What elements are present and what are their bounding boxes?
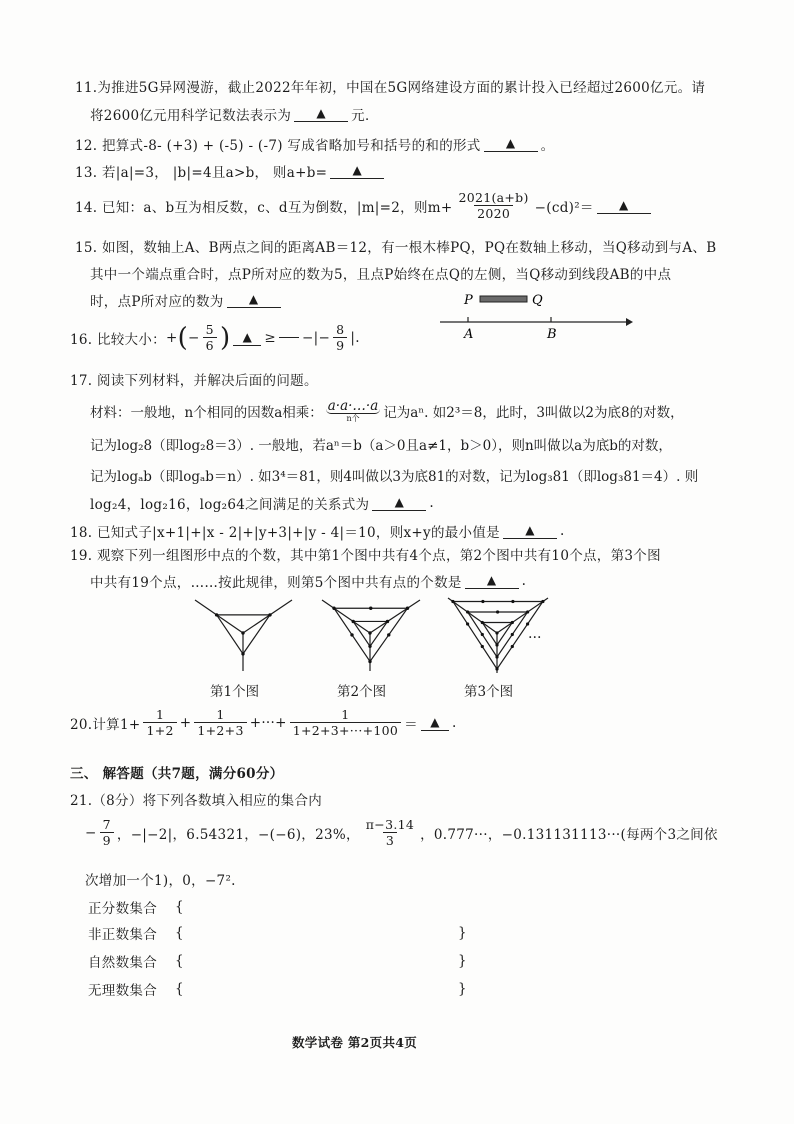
q15-line3 (90, 290, 284, 310)
answer-blank: ▲ (233, 330, 261, 346)
set-label: 正分数集合 (88, 901, 157, 917)
q14-after: −(cd)²＝ (534, 199, 594, 216)
figure-point (241, 631, 244, 634)
answer-blank: ▲ (465, 573, 519, 589)
q17-end: . (429, 495, 434, 511)
set-label: 无理数集合 (88, 983, 157, 999)
figure-point (368, 645, 371, 648)
q18-end: . (559, 523, 565, 539)
point-a-label: A (464, 327, 474, 342)
q20-text: 20.计算1+ (70, 716, 141, 733)
figure-point (481, 621, 484, 624)
q15-line1 (75, 236, 716, 256)
q14-fraction (455, 190, 531, 221)
q19-line1 (70, 544, 661, 564)
q20-end: . (451, 714, 457, 731)
stick-pq (480, 296, 527, 302)
section-3-title: 三、 解答题（共7题，满分60分） (70, 766, 284, 782)
q19-text-2: 中共有19个点，……按此规律，则第5个图中共有点的个数是 (90, 575, 462, 591)
figure-point (406, 607, 409, 610)
fraction-numerator: 1 (155, 707, 165, 722)
set-row-non-positive (88, 923, 467, 943)
q16-right-open: −|− (302, 329, 331, 346)
set-brace-open: { (175, 899, 184, 915)
set-brace-close: } (458, 953, 467, 969)
figure-1-caption: 第1个图 (210, 684, 260, 700)
q15-text-2: 其中一个端点重合时，点P所对应的数为5，且点P始终在点Q的左侧，当Q移动到线段AB的中点 (90, 267, 672, 283)
fraction-denominator: 9 (333, 337, 347, 353)
q16-minus: − (188, 329, 200, 346)
q20-term-3 (290, 707, 401, 738)
q12-text: 12. 把算式-8- (+3) + (-5) - (-7) 写成省略加号和括号的和的形式 (75, 138, 481, 154)
fraction-denominator: 2020 (474, 205, 513, 221)
q12-line (75, 134, 554, 154)
product-expression: a·a·…·a (327, 398, 379, 414)
figure-point (368, 631, 371, 634)
product-count: n个 (346, 414, 360, 423)
q11-text-2: 将2600亿元用科学记数法表示为 (90, 108, 292, 124)
q21-fraction-2 (363, 817, 417, 848)
fraction-denominator: 1+2 (143, 722, 176, 738)
fraction-denominator: 3 (383, 832, 397, 848)
number-line-figure (440, 288, 634, 344)
answer-blank: ▲ (421, 715, 449, 731)
figure-point (451, 600, 454, 603)
answer-blank: ▲ (227, 292, 281, 308)
figure-point (495, 631, 498, 634)
figure-2-spoke (322, 600, 370, 633)
figure-point (511, 633, 514, 636)
point-q-label: Q (532, 293, 543, 308)
figure-1-spoke (243, 600, 292, 633)
figure-3-caption: 第3个图 (464, 684, 514, 700)
set-brace-open: { (175, 925, 184, 941)
figure-point (511, 600, 514, 603)
q20-plus: + (179, 714, 192, 731)
point-b-label: B (547, 327, 557, 342)
point-p-label: P (464, 293, 473, 308)
q17-material-line1 (90, 399, 684, 423)
q11-text: 11.为推进5G异网漫游，截止2022年年初，中国在5G网络建设方面的累计投入已经超过2600亿元。请 (75, 80, 706, 96)
q14-text: 14. 已知：a、b互为相反数，c、d互为倒数，|m|=2，则m+ (75, 199, 453, 216)
q20-ellipsis-plus: +···+ (249, 714, 287, 731)
q11-line2 (90, 104, 379, 124)
q17-title (70, 369, 318, 389)
q20-term-2 (194, 707, 246, 738)
q20-term-1 (143, 707, 176, 738)
q16-paren-close: ) (219, 322, 231, 353)
figure-point (481, 633, 484, 636)
q19-end: . (521, 573, 527, 589)
set-brace-close: } (458, 925, 467, 941)
figure-point (496, 610, 499, 613)
page-footer (292, 1033, 417, 1051)
q15-text-3: 时，点P所对应的数为 (90, 294, 224, 310)
set-label: 非正数集合 (88, 927, 157, 943)
q16-right-fraction (333, 322, 347, 353)
answer-blank: ▲ (484, 136, 538, 152)
set-row-positive-fractions (88, 897, 184, 917)
set-brace-close: } (458, 981, 467, 997)
figure-point (511, 645, 514, 648)
figure-point (511, 621, 514, 624)
fraction-denominator: 1+2+3+···+100 (290, 722, 401, 738)
set-label: 自然数集合 (88, 955, 157, 971)
figure-point (495, 643, 498, 646)
q17-material-post: 记为aⁿ. 如2³＝8，此时，3叫做以2为底8的对数， (383, 405, 684, 421)
fraction-numerator: 8 (336, 322, 345, 337)
figure-point (526, 610, 529, 613)
q20-equals: ＝ (404, 716, 418, 733)
figure-1-spoke (195, 600, 243, 633)
q15-text-1: 15. 如图，数轴上A、B两点之间的距离AB＝12，有一根木棒PQ，PQ在数轴上移动，当Q移动到与A、B (75, 240, 717, 256)
fraction-denominator: 9 (100, 832, 114, 848)
figure-point (386, 620, 389, 623)
figure-1 (195, 600, 292, 671)
figure-continuation: … (528, 626, 542, 642)
q17-material-3: 记为logₐb（即logₐb＝n）. 如3⁴＝81，则4叫做以3为底81的对数，记为log₃81（即log₃81＝4）. 则 (90, 469, 699, 485)
fraction-numerator: 1 (341, 707, 350, 722)
figure-point (215, 613, 218, 616)
q17-material-pre: 材料：一般地，n个相同的因数a相乘： (90, 405, 323, 421)
answer-blank: ▲ (294, 106, 348, 122)
answer-blank: ▲ (597, 198, 651, 214)
set-row-natural (88, 951, 467, 971)
figure-point (495, 667, 498, 670)
axis-arrow (626, 318, 633, 326)
product-underbrace (326, 399, 381, 423)
q21-title-text: 21.（8分）将下列各数填入相应的集合内 (70, 793, 323, 809)
q21-n1-sign: − (85, 824, 97, 841)
q16-text: 16. 比较大小： (70, 331, 166, 348)
q20-line (70, 707, 457, 738)
answer-blank-tail (279, 337, 299, 338)
figure-point (481, 600, 484, 603)
figure-2-caption: 第2个图 (337, 684, 387, 700)
q17-material-line2 (90, 434, 672, 454)
q21-numbers-2: 次增加一个1)，0，−7². (85, 873, 236, 889)
q18-line (70, 521, 565, 541)
q11-unit: 元． (351, 108, 379, 124)
answer-blank: ▲ (330, 163, 384, 179)
q17-title-text: 17. 阅读下列材料，并解决后面的问题。 (70, 373, 318, 389)
set-brace-open: { (175, 981, 184, 997)
q17-material-line3 (90, 465, 698, 485)
fraction-numerator: 5 (205, 322, 214, 337)
q12-end: 。 (540, 138, 555, 154)
figure-point (387, 633, 390, 636)
figure-point (352, 620, 355, 623)
q19-text-1: 19. 观察下列一组图形中点的个数，其中第1个图中共有4个点，第2个图中共有10个点，第3个图 (70, 548, 661, 564)
figure-point (350, 633, 353, 636)
q13-text: 13. 若|a|=3， |b|=4且a>b， 则a+b= (75, 165, 328, 181)
answer-blank: ▲ (503, 523, 557, 539)
q14-line (75, 190, 654, 221)
q17-question: log₂4，log₂16，log₂64之间满足的关系式为 (90, 497, 370, 513)
fraction-numerator: 2021(a+b) (458, 190, 529, 205)
q16-right-close: |. (350, 329, 360, 346)
set-row-irrational (88, 979, 467, 999)
answer-blank: ▲ (372, 495, 426, 511)
q21-title (70, 789, 322, 809)
fraction-denominator: 6 (203, 337, 217, 353)
fraction-numerator: π−3.14 (365, 817, 415, 832)
set-brace-open: { (175, 953, 184, 969)
q13-line (75, 161, 387, 181)
q19-line2 (90, 571, 526, 591)
figure-point (368, 660, 371, 663)
q16-left-fraction (203, 322, 217, 353)
q21-fraction-1 (100, 817, 114, 848)
fraction-denominator: 1+2+3 (194, 722, 246, 738)
q21-numbers-line1 (85, 817, 718, 848)
figure-point (268, 613, 271, 616)
figure-point (541, 600, 544, 603)
q17-material-2: 记为log₂8（即log₂8＝3）. 一般地，若aⁿ＝b（a＞0且a≠1，b＞0），则n叫做以a为底b的对数， (90, 438, 672, 454)
figure-point (466, 610, 469, 613)
q16-plus: + (165, 329, 178, 346)
q16-paren-open: ( (177, 322, 189, 353)
fraction-numerator: 1 (216, 707, 225, 722)
q15-line2 (90, 263, 671, 283)
q21-numbers-end: ，0.777···，−0.131131113···(每两个3之间依 (420, 826, 718, 843)
q21-numbers-mid: ，−|−2|，6.54321，−(−6)，23%， (116, 826, 360, 843)
figure-point (369, 607, 372, 610)
q18-text: 18. 已知式子|x+1|+|x - 2|+|y+3|+|y - 4|＝10，则x+y的最小值是 (70, 525, 500, 541)
figure-point (332, 607, 335, 610)
q16-line (70, 322, 360, 353)
fraction-numerator: 7 (102, 817, 111, 832)
figure-point (481, 645, 484, 648)
figure-2-spoke (370, 600, 420, 633)
figure-point (495, 655, 498, 658)
q16-symbol: ≥ (264, 329, 277, 346)
section-heading (70, 762, 283, 782)
q11-line1 (75, 76, 705, 96)
q21-numbers-line2 (85, 869, 236, 889)
dot-pattern-figures (180, 595, 560, 677)
figure-point (466, 622, 469, 625)
q17-question-line (90, 493, 434, 513)
footer-text: 数学试卷 第2页共4页 (292, 1035, 418, 1050)
figure-point (241, 652, 244, 655)
figure-3-spoke (448, 598, 497, 633)
